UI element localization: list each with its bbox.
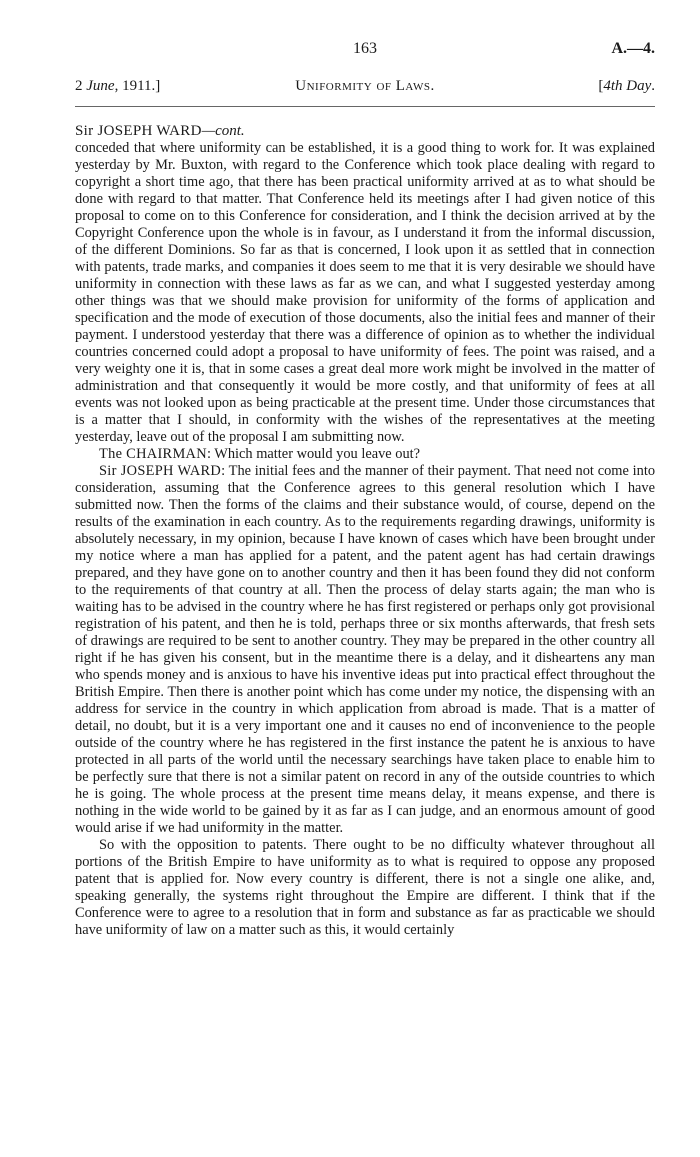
header-title: Uniformity of Laws. (295, 78, 435, 94)
page-top (75, 40, 655, 64)
running-header (75, 72, 655, 106)
paragraph-4: So with the opposition to patents. There ought to be no difficulty whatever throughout all portions of the British Empire to have uniformity as to what is required to oppose any proposed patent that is applied for. Now every country is different, there is not a single one alike, and, speaking generally, the systems right throughout the Empire are different. I think that if the Conference were to agree to a resolution that in form and substance as far as practicable we should have uniformity of law on a matter such as this, it would certainly (75, 837, 655, 938)
paragraph-3-speaker: Sir JOSEPH WARD (99, 463, 222, 479)
speaker-heading-name: Sir JOSEPH WARD (75, 123, 202, 139)
paragraph-2 (75, 446, 655, 463)
document-series: A.—4. (611, 40, 655, 57)
speaker-heading-suffix: —cont. (201, 123, 245, 139)
paragraph-1: conceded that where uniformity can be established, it is a good thing to work for. It was explained yesterday by Mr. Buxton, with regard to the Conference which took place dealing with regard to copyright a short time ago, that there has been practical uniformity arrived at as to what should be done with regard to that matter. That Conference held its meetings after I had given notice of this proposal to come on to this Conference for consideration, and I think the decision arrived at by the Copyright Conference upon the whole is in favour, as I understand it from the informal discussion, of the different Dominions. So far as that is concerned, I look upon it as settled that in connection with patents, trade marks, and companies it does seem to me that it is very desirable we should have uniformity in connection with these laws as far as we can, and what I suggested yesterday among other things was that we should make provision for uniformity of the forms of application and specification and the mode of execution of those documents, also the initial fees and manner of their payment. I understood yesterday that there was a difference of opinion as to whether the individual countries concerned could adopt a proposal to have uniformity of fees. The point was raised, and a very weighty one it is, that in some cases a great deal more work might be involved in the matter of administration and that consequently it would be more costly, and that uniformity of fees at all events was not looked upon as being practicable at the present time. Under those circumstances that is a matter that I should, in conformity with the wishes of the representatives at the meeting yesterday, leave out of the proposal I am submitting now. (75, 140, 655, 445)
date-suffix: , 1911.] (114, 78, 161, 94)
paragraph-3-text: : The initial fees and the manner of their payment. That need not come into consideration, assuming that the Conference agrees to this general resolution which I have submitted now. Then the forms of the claims and their substance would, of course, depend on the results of the examination in each country. As to the requirements regarding drawings, uniformity is absolutely necessary, in my opinion, because I have known of cases which have been brought under my notice where a man has applied for a patent, and the patent agent has had certain drawings prepared, and they have gone on to another country and then it has been found they did not conform to the requirements of that country at all. Then the process of delay starts again; the man who is waiting has to be advised in the country where he has first registered or perhaps only got provisional registration of his patent, and then he is told, perhaps three or six months afterwards, that fresh sets of drawings are required to be sent to another country. They may be prepared in the other country all right if he has given his consent, but in the meantime there is a delay, and it disheartens any man who spends money and is anxious to have his inventive ideas put into practical effect throughout the British Empire. Then there is another point which has come under my notice, the dispensing with an address for service in the country in which application from abroad is made. That is a matter of detail, no doubt, but it is a very important one and it causes no end of inconvenience to the people outside of the country where he has registered in the first instance the patent he is anxious to have protected in all parts of the world until the necessary searchings have taken place to enable him to be perfectly sure that there is not a similar patent on record in any of the outside countries to which he is going. The whole process at the present time means delay, it means expense, and there is nothing in the wide world to be gained by it as far as I can judge, and an enormous amount of good would arise if we had uniformity in the matter. (75, 463, 656, 836)
day-close: . (651, 78, 655, 94)
paragraph-2-speaker: The CHAIRMAN (99, 446, 207, 462)
speaker-heading (75, 123, 655, 140)
day-open: [ (598, 78, 604, 94)
paragraph-3 (75, 463, 655, 837)
header-day (598, 78, 655, 95)
header-rule (75, 106, 655, 107)
page-number: 163 (353, 40, 377, 57)
date-prefix: 2 (75, 78, 87, 94)
day-ordinal: 4th Day (603, 78, 652, 94)
paragraph-2-text: : Which matter would you leave out? (206, 446, 421, 462)
document-page (75, 40, 655, 939)
date-month: June (86, 78, 115, 94)
